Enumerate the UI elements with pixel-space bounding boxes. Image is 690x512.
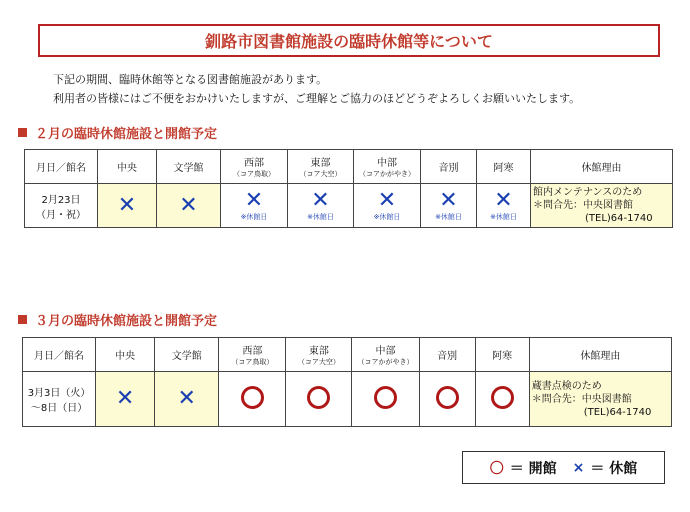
header-label: 音別 — [438, 163, 459, 174]
header-label: 東部 — [308, 346, 329, 357]
closed-x-icon: × — [572, 459, 585, 476]
header-label: 東部 — [310, 158, 331, 169]
header-label: 中央 — [117, 163, 137, 174]
header-c2 — [157, 150, 221, 184]
header-c6 — [419, 338, 475, 372]
status-cell — [477, 184, 531, 228]
legend-closed: ＝ 休館 — [590, 460, 638, 477]
header-reason — [529, 338, 671, 372]
status-cell — [286, 372, 352, 427]
header-label: 休館理由 — [580, 351, 621, 362]
status-cell — [221, 184, 288, 228]
date-line: （月・祝） — [36, 209, 86, 221]
status-cell — [96, 372, 155, 427]
header-c3 — [219, 338, 286, 372]
status-cell — [421, 184, 477, 228]
square-icon — [18, 315, 27, 324]
closed-x-icon: ✕ — [244, 187, 264, 213]
header-label: 文学館 — [173, 163, 204, 174]
header-sublabel: （コアかがやき） — [359, 170, 415, 178]
closed-day-note: ※休館日 — [373, 212, 401, 221]
header-date — [23, 338, 96, 372]
square-icon — [18, 128, 27, 137]
mar-heading — [18, 310, 217, 329]
date-cell — [25, 184, 98, 228]
intro-line-2: 利用者の皆様にはご不便をおかけいたしますが、ご理解とご協力のほどどうぞよろしくお願いいたします。 — [53, 92, 581, 105]
header-label: 月日／館名 — [36, 163, 86, 174]
status-cell — [98, 184, 157, 228]
closed-day-note: ※休館日 — [435, 212, 462, 221]
header-label: 西部 — [244, 158, 264, 169]
header-label: 中部 — [375, 346, 396, 357]
reason-cell — [531, 184, 673, 228]
closed-day-note: ※休館日 — [240, 212, 268, 221]
header-sublabel: （コア大空） — [299, 170, 342, 178]
header-date — [25, 150, 98, 184]
status-cell — [155, 372, 219, 427]
header-sublabel: （コア鳥取） — [231, 358, 274, 366]
contact-text: ＊問合先：中央図書館 — [533, 200, 633, 211]
contact-text: ＊問合先：中央図書館 — [531, 393, 632, 405]
reason-cell — [529, 372, 671, 427]
closed-x-icon: ✕ — [377, 187, 397, 213]
closed-x-icon: ✕ — [494, 187, 513, 213]
closed-x-icon: ✕ — [115, 386, 135, 411]
closed-x-icon: ✕ — [439, 187, 458, 213]
header-reason — [531, 150, 673, 184]
reason-text: 蔵書点検のため — [531, 380, 602, 392]
header-label: 中央 — [115, 351, 136, 362]
header-label: 中部 — [377, 158, 397, 169]
header-c1 — [98, 150, 157, 184]
status-cell — [288, 184, 354, 228]
status-cell — [157, 184, 221, 228]
header-c1 — [96, 338, 155, 372]
header-label: 月日／館名 — [34, 351, 85, 362]
header-label: 西部 — [242, 346, 263, 357]
legend — [462, 451, 665, 484]
status-cell — [219, 372, 286, 427]
header-c5 — [352, 338, 419, 372]
header-c7 — [475, 338, 529, 372]
date-line: ～8日（日） — [30, 403, 88, 414]
feb-table — [24, 149, 673, 228]
status-cell — [354, 184, 421, 228]
header-c3 — [221, 150, 288, 184]
mar-heading-text: ３月の臨時休館施設と開館予定 — [35, 314, 218, 329]
status-cell — [352, 372, 419, 427]
reason-text: 館内メンテナンスのため — [533, 187, 643, 198]
header-label: 文学館 — [171, 351, 202, 362]
feb-heading-text: ２月の臨時休館施設と開館予定 — [35, 127, 218, 142]
header-c4 — [286, 338, 352, 372]
date-line: 3月3日（火） — [27, 388, 91, 399]
legend-open: ＝ 開館 — [509, 460, 557, 477]
date-cell — [23, 372, 96, 427]
table-row — [25, 184, 673, 228]
phone-text: (TEL)64-1740 — [585, 213, 653, 224]
header-label: 音別 — [437, 351, 458, 362]
open-circle-icon — [241, 386, 264, 409]
closed-x-icon: ✕ — [311, 187, 330, 213]
header-sublabel: （コアかがやき） — [357, 358, 414, 366]
header-label: 阿寒 — [493, 163, 514, 174]
header-c7 — [477, 150, 531, 184]
header-label: 阿寒 — [492, 351, 513, 362]
header-c6 — [421, 150, 477, 184]
closed-day-note: ※休館日 — [307, 212, 334, 221]
header-sublabel: （コア鳥取） — [233, 170, 275, 178]
phone-text: (TEL)64-1740 — [583, 406, 652, 418]
status-cell — [475, 372, 529, 427]
status-cell — [419, 372, 475, 427]
header-sublabel: （コア大空） — [297, 358, 340, 366]
open-circle-icon — [491, 386, 514, 409]
header-c2 — [155, 338, 219, 372]
closed-x-icon: ✕ — [179, 192, 198, 218]
header-c5 — [354, 150, 421, 184]
closed-x-icon: ✕ — [177, 386, 196, 411]
closed-day-note: ※休館日 — [490, 212, 517, 221]
header-label: 休館理由 — [581, 163, 622, 174]
mar-table — [22, 337, 672, 427]
date-line: 2月23日 — [41, 194, 81, 206]
intro-line-1: 下記の期間、臨時休館等となる図書館施設があります。 — [53, 73, 328, 86]
open-circle-icon — [374, 386, 397, 409]
header-c4 — [288, 150, 354, 184]
closed-x-icon: ✕ — [117, 192, 137, 218]
page-title: 釧路市図書館施設の臨時休館等について — [38, 24, 660, 57]
open-circle-icon — [436, 386, 459, 409]
feb-heading — [18, 123, 217, 142]
table-row — [23, 372, 672, 427]
open-circle-icon: 〇 — [489, 460, 504, 477]
open-circle-icon — [307, 386, 330, 409]
